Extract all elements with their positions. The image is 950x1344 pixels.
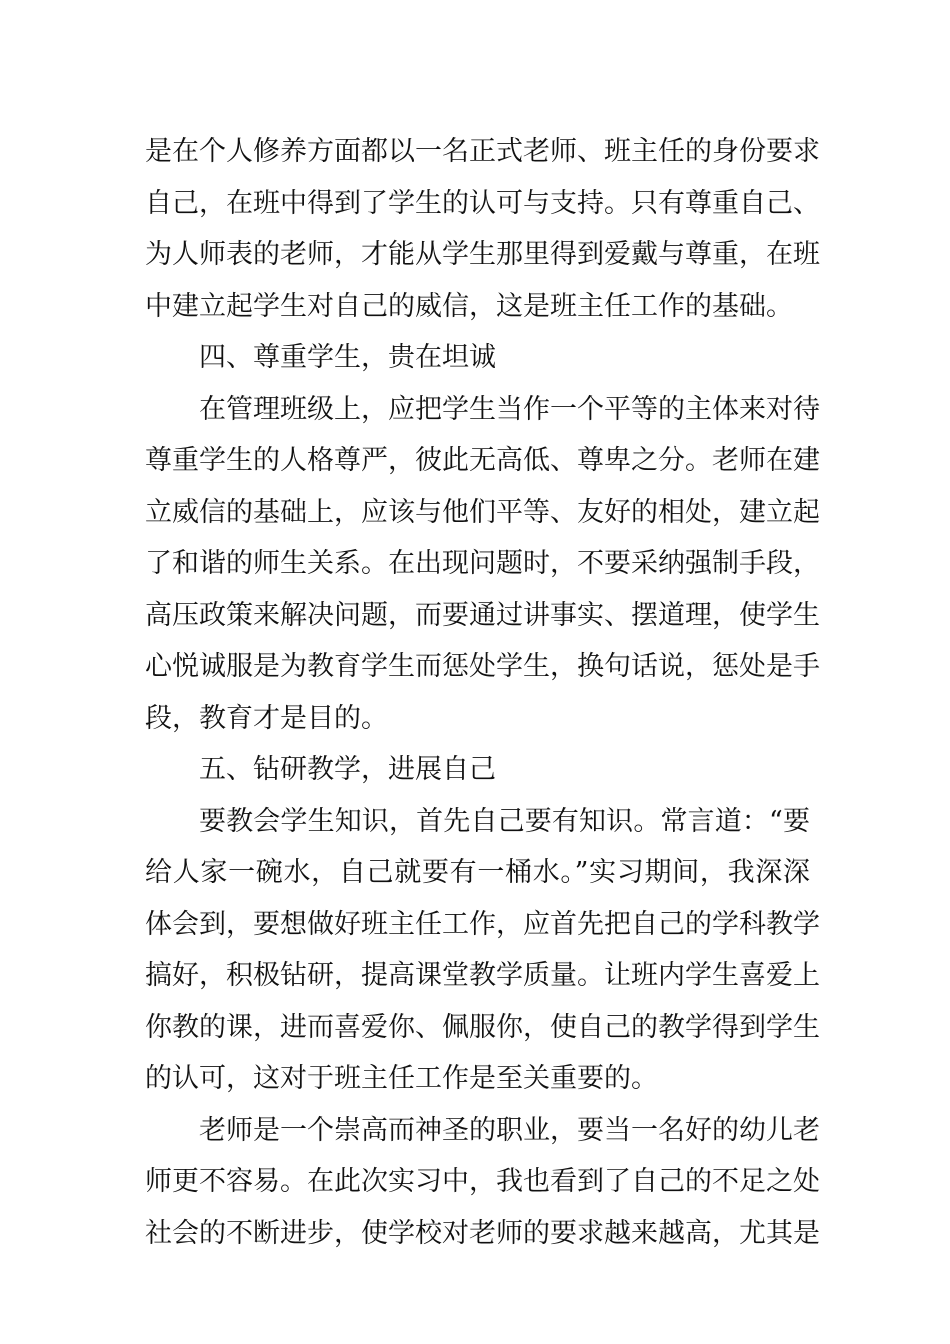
text-line: 了和谐的师生关系。在出现问题时，不要采纳强制手段， bbox=[145, 548, 820, 579]
text-line: 为人师表的老师，才能从学生那里得到爱戴与尊重，在班 bbox=[145, 239, 820, 270]
text-line: 要教会学生知识，首先自己要有知识。常言道：“要 bbox=[199, 805, 810, 837]
section-heading: 四、尊重学生，贵在坦诚 bbox=[199, 342, 496, 373]
text-line: 搞好，积极钻研，提高课堂教学质量。让班内学生喜爱上 bbox=[145, 960, 820, 991]
text-line: 尊重学生的人格尊严，彼此无高低、尊卑之分。老师在建 bbox=[145, 445, 820, 476]
section-heading: 五、钻研教学，进展自己 bbox=[199, 754, 496, 785]
text-line: 立威信的基础上，应该与他们平等、友好的相处，建立起 bbox=[145, 496, 820, 528]
text-line: 中建立起学生对自己的威信，这是班主任工作的基础。 bbox=[145, 290, 793, 322]
text-line: 老师是一个崇高而神圣的职业，要当一名好的幼儿老 bbox=[199, 1114, 820, 1146]
text-line: 是在个人修养方面都以一名正式老师、班主任的身份要求 bbox=[145, 136, 820, 167]
text-line: 体会到，要想做好班主任工作，应首先把自己的学科教学 bbox=[145, 908, 820, 940]
text-line: 心悦诚服是为教育学生而惩处学生，换句话说，惩处是手 bbox=[145, 651, 820, 682]
text-line: 你教的课，进而喜爱你、佩服你，使自己的教学得到学生 bbox=[145, 1011, 820, 1043]
document-body bbox=[145, 126, 820, 1259]
text-line: 社会的不断进步，使学校对老师的要求越来越高，尤其是 bbox=[145, 1217, 820, 1249]
text-line: 段，教育才是目的。 bbox=[145, 702, 388, 734]
text-line: 的认可，这对于班主任工作是至关重要的。 bbox=[145, 1063, 658, 1094]
text-line: 师更不容易。在此次实习中，我也看到了自己的不足之处 bbox=[145, 1166, 820, 1197]
text-line: 高压政策来解决问题，而要通过讲事实、摆道理，使学生 bbox=[145, 599, 820, 631]
text-line: 自己，在班中得到了学生的认可与支持。只有尊重自己、 bbox=[145, 187, 820, 219]
text-line: 在管理班级上，应把学生当作一个平等的主体来对待 bbox=[199, 393, 820, 425]
text-line: 给人家一碗水，自己就要有一桶水。”实习期间，我深深 bbox=[145, 857, 810, 888]
